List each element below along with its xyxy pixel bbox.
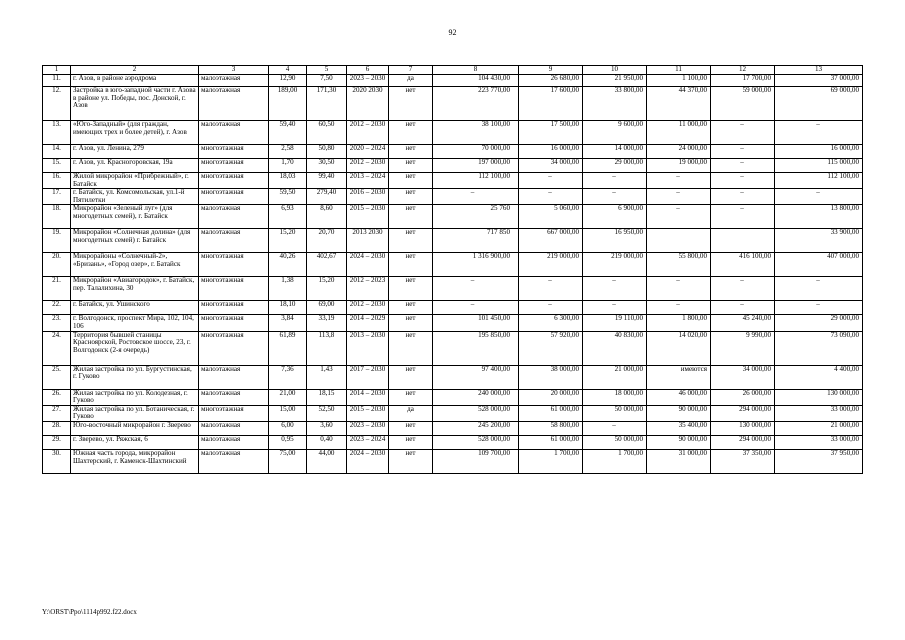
area-cell: 59,50 xyxy=(269,189,307,205)
value-cell: 57 920,00 xyxy=(519,331,583,365)
value-cell: 1 700,00 xyxy=(519,449,583,473)
building-type-cell: многоэтажная xyxy=(199,159,269,173)
value-cell: – xyxy=(775,189,863,205)
value-cell: – xyxy=(647,277,711,301)
value-cell: 17 500,00 xyxy=(519,121,583,145)
area-cell: 15,00 xyxy=(269,405,307,421)
site-name-cell: г. Азов, ул. Ленина, 279 xyxy=(71,145,199,159)
value-cell: 667 000,00 xyxy=(519,229,583,253)
value-cell: 34 000,00 xyxy=(519,159,583,173)
value-cell: 37 000,00 xyxy=(775,75,863,87)
floor-area-cell: 402,67 xyxy=(307,253,347,277)
value-cell: – xyxy=(583,189,647,205)
period-cell: 2012 – 2030 xyxy=(347,301,389,315)
value-cell: 115 000,00 xyxy=(775,159,863,173)
floor-area-cell: 3,60 xyxy=(307,421,347,435)
building-type-cell: малоэтажная xyxy=(199,205,269,229)
building-type-cell: малоэтажная xyxy=(199,389,269,405)
value-cell: 33 000,00 xyxy=(775,435,863,449)
value-cell: имеются xyxy=(647,365,711,389)
value-cell: – xyxy=(647,301,711,315)
period-cell: 2013 – 2024 xyxy=(347,173,389,189)
building-type-cell: многоэтажная xyxy=(199,277,269,301)
value-cell: 61 000,00 xyxy=(519,405,583,421)
floor-area-cell: 279,40 xyxy=(307,189,347,205)
table-row xyxy=(43,301,863,315)
total-cost-cell: 97 400,00 xyxy=(433,365,519,389)
value-cell: 112 100,00 xyxy=(775,173,863,189)
building-type-cell: малоэтажная xyxy=(199,121,269,145)
site-name-cell: Микрорайоны «Солнечный-2», «Бризань», «Город озер», г. Батайск xyxy=(71,253,199,277)
site-name-cell: г. Батайск, ул. Комсомольская, ул.1-й Пятилетки xyxy=(71,189,199,205)
flag-cell: нет xyxy=(389,145,433,159)
value-cell: – xyxy=(775,301,863,315)
site-name-cell: г. Батайск, ул. Ушинского xyxy=(71,301,199,315)
area-cell: 1,70 xyxy=(269,159,307,173)
value-cell: 24 000,00 xyxy=(647,145,711,159)
site-name-cell: «Юго-Западный» (для граждан, имеющих трех и более детей), г. Азов xyxy=(71,121,199,145)
floor-area-cell: 33,19 xyxy=(307,315,347,331)
value-cell: 294 000,00 xyxy=(711,435,775,449)
value-cell: 37 950,00 xyxy=(775,449,863,473)
building-type-cell: многоэтажная xyxy=(199,145,269,159)
row-number-cell: 20. xyxy=(43,253,71,277)
site-name-cell: Южная часть города, микрорайон Шахтерский, г. Каменск-Шахтинский xyxy=(71,449,199,473)
value-cell: 55 800,00 xyxy=(647,253,711,277)
value-cell: – xyxy=(583,277,647,301)
flag-cell: нет xyxy=(389,389,433,405)
area-cell: 0,95 xyxy=(269,435,307,449)
building-type-cell: малоэтажная xyxy=(199,449,269,473)
total-cost-cell: 717 850 xyxy=(433,229,519,253)
period-cell: 2013 – 2030 xyxy=(347,331,389,365)
value-cell: 45 240,00 xyxy=(711,315,775,331)
value-cell: 69 000,00 xyxy=(775,87,863,121)
floor-area-cell: 8,60 xyxy=(307,205,347,229)
value-cell: 34 000,00 xyxy=(711,365,775,389)
value-cell: – xyxy=(775,277,863,301)
building-type-cell: многоэтажная xyxy=(199,315,269,331)
value-cell: – xyxy=(519,277,583,301)
area-cell: 75,00 xyxy=(269,449,307,473)
row-number-cell: 30. xyxy=(43,449,71,473)
row-number-cell: 18. xyxy=(43,205,71,229)
value-cell: 29 000,00 xyxy=(583,159,647,173)
value-cell: 1 800,00 xyxy=(647,315,711,331)
value-cell: 33 900,00 xyxy=(775,229,863,253)
total-cost-cell: 70 000,00 xyxy=(433,145,519,159)
flag-cell: нет xyxy=(389,301,433,315)
floor-area-cell: 15,20 xyxy=(307,277,347,301)
flag-cell: нет xyxy=(389,253,433,277)
value-cell: 21 000,00 xyxy=(583,365,647,389)
table-row xyxy=(43,421,863,435)
table-row xyxy=(43,205,863,229)
total-cost-cell: 197 000,00 xyxy=(433,159,519,173)
value-cell: – xyxy=(711,159,775,173)
value-cell: – xyxy=(583,173,647,189)
value-cell: 6 300,00 xyxy=(519,315,583,331)
value-cell: 21 950,00 xyxy=(583,75,647,87)
floor-area-cell: 50,80 xyxy=(307,145,347,159)
table-row xyxy=(43,277,863,301)
period-cell: 2023 – 2030 xyxy=(347,75,389,87)
row-number-cell: 26. xyxy=(43,389,71,405)
column-header: 12 xyxy=(711,66,775,75)
table-row xyxy=(43,331,863,365)
table-row xyxy=(43,435,863,449)
area-cell: 7,36 xyxy=(269,365,307,389)
period-cell: 2023 – 2030 xyxy=(347,421,389,435)
period-cell: 2017 – 2030 xyxy=(347,365,389,389)
row-number-cell: 23. xyxy=(43,315,71,331)
area-cell: 18,03 xyxy=(269,173,307,189)
value-cell: 44 370,00 xyxy=(647,87,711,121)
value-cell: 73 090,00 xyxy=(775,331,863,365)
row-number-cell: 22. xyxy=(43,301,71,315)
total-cost-cell: 195 850,00 xyxy=(433,331,519,365)
area-cell: 59,40 xyxy=(269,121,307,145)
column-header: 7 xyxy=(389,66,433,75)
value-cell: 19 000,00 xyxy=(647,159,711,173)
building-type-cell: малоэтажная xyxy=(199,75,269,87)
area-cell: 3,84 xyxy=(269,315,307,331)
flag-cell: нет xyxy=(389,121,433,145)
value-cell: – xyxy=(583,301,647,315)
area-cell: 18,10 xyxy=(269,301,307,315)
row-number-cell: 17. xyxy=(43,189,71,205)
total-cost-cell: 223 770,00 xyxy=(433,87,519,121)
site-name-cell: Жилая застройка по ул. Колодезная, г. Гуково xyxy=(71,389,199,405)
table-body xyxy=(43,75,863,474)
flag-cell: нет xyxy=(389,205,433,229)
floor-area-cell: 99,40 xyxy=(307,173,347,189)
housing-sites-table xyxy=(42,65,863,474)
site-name-cell: Жилая застройка по ул. Бургустинская, г. Гуково xyxy=(71,365,199,389)
total-cost-cell: 25 760 xyxy=(433,205,519,229)
value-cell: 50 000,00 xyxy=(583,435,647,449)
column-header: 9 xyxy=(519,66,583,75)
floor-area-cell: 44,00 xyxy=(307,449,347,473)
value-cell: – xyxy=(519,189,583,205)
site-name-cell: Микрорайон «Зеленый луг» (для многодетных семей), г. Батайск xyxy=(71,205,199,229)
area-cell: 6,00 xyxy=(269,421,307,435)
period-cell: 2012 – 2030 xyxy=(347,159,389,173)
floor-area-cell: 0,40 xyxy=(307,435,347,449)
value-cell: 4 400,00 xyxy=(775,365,863,389)
value-cell: 37 350,00 xyxy=(711,449,775,473)
site-name-cell: Застройка в юго-западной части г. Азова в районе ул. Победы, пос. Донской, г. Азов xyxy=(71,87,199,121)
value-cell: – xyxy=(711,145,775,159)
table-row xyxy=(43,389,863,405)
flag-cell: нет xyxy=(389,277,433,301)
value-cell: 17 600,00 xyxy=(519,87,583,121)
period-cell: 2012 – 2030 xyxy=(347,121,389,145)
row-number-cell: 14. xyxy=(43,145,71,159)
row-number-cell: 12. xyxy=(43,87,71,121)
column-header: 8 xyxy=(433,66,519,75)
value-cell: 14 020,00 xyxy=(647,331,711,365)
site-name-cell: г. Азов, ул. Красногоровская, 19а xyxy=(71,159,199,173)
value-cell: 31 000,00 xyxy=(647,449,711,473)
value-cell: – xyxy=(775,121,863,145)
flag-cell: нет xyxy=(389,365,433,389)
table-row xyxy=(43,173,863,189)
value-cell: 294 000,00 xyxy=(711,405,775,421)
period-cell: 2012 – 2023 xyxy=(347,277,389,301)
flag-cell: нет xyxy=(389,435,433,449)
table-row xyxy=(43,229,863,253)
table-row xyxy=(43,315,863,331)
value-cell: – xyxy=(711,277,775,301)
flag-cell: нет xyxy=(389,159,433,173)
total-cost-cell: 104 430,00 xyxy=(433,75,519,87)
value-cell: 5 060,00 xyxy=(519,205,583,229)
area-cell: 21,00 xyxy=(269,389,307,405)
value-cell: – xyxy=(647,205,711,229)
period-cell: 2023 – 2024 xyxy=(347,435,389,449)
value-cell: 58 800,00 xyxy=(519,421,583,435)
value-cell: 46 000,00 xyxy=(647,389,711,405)
table-row xyxy=(43,145,863,159)
value-cell: 90 000,00 xyxy=(647,405,711,421)
total-cost-cell: 1 316 900,00 xyxy=(433,253,519,277)
value-cell: 1 700,00 xyxy=(583,449,647,473)
total-cost-cell: 528 000,00 xyxy=(433,435,519,449)
row-number-cell: 15. xyxy=(43,159,71,173)
period-cell: 2014 – 2030 xyxy=(347,389,389,405)
column-number-row xyxy=(43,66,863,75)
value-cell: – xyxy=(711,121,775,145)
flag-cell: да xyxy=(389,75,433,87)
column-header: 10 xyxy=(583,66,647,75)
flag-cell: да xyxy=(389,405,433,421)
table-row xyxy=(43,121,863,145)
value-cell: – xyxy=(583,421,647,435)
value-cell: 130 000,00 xyxy=(775,389,863,405)
value-cell: 219 000,00 xyxy=(583,253,647,277)
table-row xyxy=(43,253,863,277)
area-cell: 40,26 xyxy=(269,253,307,277)
floor-area-cell: 171,30 xyxy=(307,87,347,121)
period-cell: 2013 2030 xyxy=(347,229,389,253)
building-type-cell: многоэтажная xyxy=(199,253,269,277)
value-cell: 18 000,00 xyxy=(583,389,647,405)
site-name-cell: г. Зверево, ул. Ряжская, 6 xyxy=(71,435,199,449)
flag-cell: нет xyxy=(389,449,433,473)
column-header: 6 xyxy=(347,66,389,75)
site-name-cell: Жилая застройка по ул. Ботаническая, г. Гуково xyxy=(71,405,199,421)
area-cell: 1,38 xyxy=(269,277,307,301)
value-cell: – xyxy=(519,173,583,189)
value-cell: 61 000,00 xyxy=(519,435,583,449)
floor-area-cell: 18,15 xyxy=(307,389,347,405)
site-name-cell: Юго-восточный микрорайон г. Зверево xyxy=(71,421,199,435)
total-cost-cell: 112 100,00 xyxy=(433,173,519,189)
period-cell: 2016 – 2030 xyxy=(347,189,389,205)
site-name-cell: г. Волгодонск, проспект Мира, 102, 104, 106 xyxy=(71,315,199,331)
value-cell: 50 000,00 xyxy=(583,405,647,421)
value-cell: – xyxy=(647,173,711,189)
site-name-cell: Микрорайон «Солнечная долина» (для многодетных семей) г. Батайск xyxy=(71,229,199,253)
value-cell: 59 000,00 xyxy=(711,87,775,121)
flag-cell: нет xyxy=(389,87,433,121)
value-cell: 13 800,00 xyxy=(775,205,863,229)
value-cell: 416 100,00 xyxy=(711,253,775,277)
site-name-cell: Жилой микрорайон «Прибрежный», г. Батайск xyxy=(71,173,199,189)
value-cell: – xyxy=(711,301,775,315)
value-cell: 1 100,00 xyxy=(647,75,711,87)
area-cell: 12,90 xyxy=(269,75,307,87)
table-row xyxy=(43,159,863,173)
row-number-cell: 25. xyxy=(43,365,71,389)
value-cell: 14 000,00 xyxy=(583,145,647,159)
floor-area-cell: 69,00 xyxy=(307,301,347,315)
value-cell: 16 000,00 xyxy=(519,145,583,159)
floor-area-cell: 30,50 xyxy=(307,159,347,173)
total-cost-cell: 245 200,00 xyxy=(433,421,519,435)
row-number-cell: 28. xyxy=(43,421,71,435)
value-cell: 16 950,00 xyxy=(583,229,647,253)
floor-area-cell: 20,70 xyxy=(307,229,347,253)
value-cell: 130 000,00 xyxy=(711,421,775,435)
value-cell: – xyxy=(711,189,775,205)
value-cell: 17 700,00 xyxy=(711,75,775,87)
table-row xyxy=(43,87,863,121)
flag-cell: нет xyxy=(389,189,433,205)
value-cell: 33 000,00 xyxy=(775,405,863,421)
building-type-cell: многоэтажная xyxy=(199,405,269,421)
column-header: 11 xyxy=(647,66,711,75)
value-cell: 21 000,00 xyxy=(775,421,863,435)
building-type-cell: многоэтажная xyxy=(199,173,269,189)
building-type-cell: многоэтажная xyxy=(199,189,269,205)
column-header: 5 xyxy=(307,66,347,75)
row-number-cell: 11. xyxy=(43,75,71,87)
file-path-footer: Y:\ORST\Ppo\1114p992.f22.docx xyxy=(42,608,137,616)
site-name-cell: Микрорайон «Авиагородок», г. Батайск, пер. Талалихина, 30 xyxy=(71,277,199,301)
value-cell: 26 000,00 xyxy=(711,389,775,405)
table-row xyxy=(43,365,863,389)
period-cell: 2024 – 2030 xyxy=(347,253,389,277)
value-cell: 35 400,00 xyxy=(647,421,711,435)
value-cell: 407 000,00 xyxy=(775,253,863,277)
total-cost-cell: – xyxy=(433,277,519,301)
value-cell: 11 000,00 xyxy=(647,121,711,145)
building-type-cell: малоэтажная xyxy=(199,365,269,389)
flag-cell: нет xyxy=(389,229,433,253)
value-cell: 9 990,00 xyxy=(711,331,775,365)
period-cell: 2024 – 2030 xyxy=(347,449,389,473)
value-cell: – xyxy=(711,205,775,229)
building-type-cell: многоэтажная xyxy=(199,301,269,315)
value-cell: 26 680,00 xyxy=(519,75,583,87)
value-cell: 33 800,00 xyxy=(583,87,647,121)
period-cell: 2020 2030 xyxy=(347,87,389,121)
column-header: 13 xyxy=(775,66,863,75)
value-cell: 219 000,00 xyxy=(519,253,583,277)
value-cell: 20 000,00 xyxy=(519,389,583,405)
floor-area-cell: 52,50 xyxy=(307,405,347,421)
total-cost-cell: 528 000,00 xyxy=(433,405,519,421)
value-cell xyxy=(711,229,775,253)
value-cell: 40 830,00 xyxy=(583,331,647,365)
row-number-cell: 29. xyxy=(43,435,71,449)
value-cell: – xyxy=(519,301,583,315)
column-header: 2 xyxy=(71,66,199,75)
table-row xyxy=(43,75,863,87)
flag-cell: нет xyxy=(389,421,433,435)
flag-cell: нет xyxy=(389,331,433,365)
row-number-cell: 13. xyxy=(43,121,71,145)
area-cell: 61,89 xyxy=(269,331,307,365)
period-cell: 2015 – 2030 xyxy=(347,205,389,229)
total-cost-cell: 240 000,00 xyxy=(433,389,519,405)
building-type-cell: многоэтажная xyxy=(199,331,269,365)
total-cost-cell: 38 100,00 xyxy=(433,121,519,145)
value-cell: – xyxy=(711,173,775,189)
total-cost-cell: 109 700,00 xyxy=(433,449,519,473)
value-cell: 19 110,00 xyxy=(583,315,647,331)
flag-cell: нет xyxy=(389,173,433,189)
period-cell: 2020 – 2024 xyxy=(347,145,389,159)
total-cost-cell: 101 450,00 xyxy=(433,315,519,331)
flag-cell: нет xyxy=(389,315,433,331)
value-cell: 16 000,00 xyxy=(775,145,863,159)
value-cell: – xyxy=(647,189,711,205)
table-row xyxy=(43,189,863,205)
row-number-cell: 21. xyxy=(43,277,71,301)
period-cell: 2015 – 2030 xyxy=(347,405,389,421)
row-number-cell: 24. xyxy=(43,331,71,365)
value-cell: 6 900,00 xyxy=(583,205,647,229)
column-header: 3 xyxy=(199,66,269,75)
total-cost-cell: – xyxy=(433,189,519,205)
value-cell: 90 000,00 xyxy=(647,435,711,449)
area-cell: 2,58 xyxy=(269,145,307,159)
row-number-cell: 16. xyxy=(43,173,71,189)
area-cell: 189,00 xyxy=(269,87,307,121)
site-name-cell: г. Азов, в районе аэродрома xyxy=(71,75,199,87)
row-number-cell: 19. xyxy=(43,229,71,253)
area-cell: 15,20 xyxy=(269,229,307,253)
period-cell: 2014 – 2029 xyxy=(347,315,389,331)
building-type-cell: малоэтажная xyxy=(199,435,269,449)
floor-area-cell: 7,50 xyxy=(307,75,347,87)
building-type-cell: малоэтажная xyxy=(199,229,269,253)
floor-area-cell: 113,8 xyxy=(307,331,347,365)
building-type-cell: малоэтажная xyxy=(199,421,269,435)
value-cell: 9 600,00 xyxy=(583,121,647,145)
column-header: 1 xyxy=(43,66,71,75)
page-number: 92 xyxy=(448,28,457,37)
floor-area-cell: 60,50 xyxy=(307,121,347,145)
table-row xyxy=(43,405,863,421)
column-header: 4 xyxy=(269,66,307,75)
value-cell: 38 000,00 xyxy=(519,365,583,389)
floor-area-cell: 1,43 xyxy=(307,365,347,389)
site-name-cell: Территория бывшей станицы Красноярской, Ростовское шоссе, 23, г. Волгодонск (2-я очередь) xyxy=(71,331,199,365)
row-number-cell: 27. xyxy=(43,405,71,421)
area-cell: 6,93 xyxy=(269,205,307,229)
value-cell xyxy=(647,229,711,253)
total-cost-cell: – xyxy=(433,301,519,315)
value-cell: 29 000,00 xyxy=(775,315,863,331)
table-row xyxy=(43,449,863,473)
building-type-cell: малоэтажная xyxy=(199,87,269,121)
